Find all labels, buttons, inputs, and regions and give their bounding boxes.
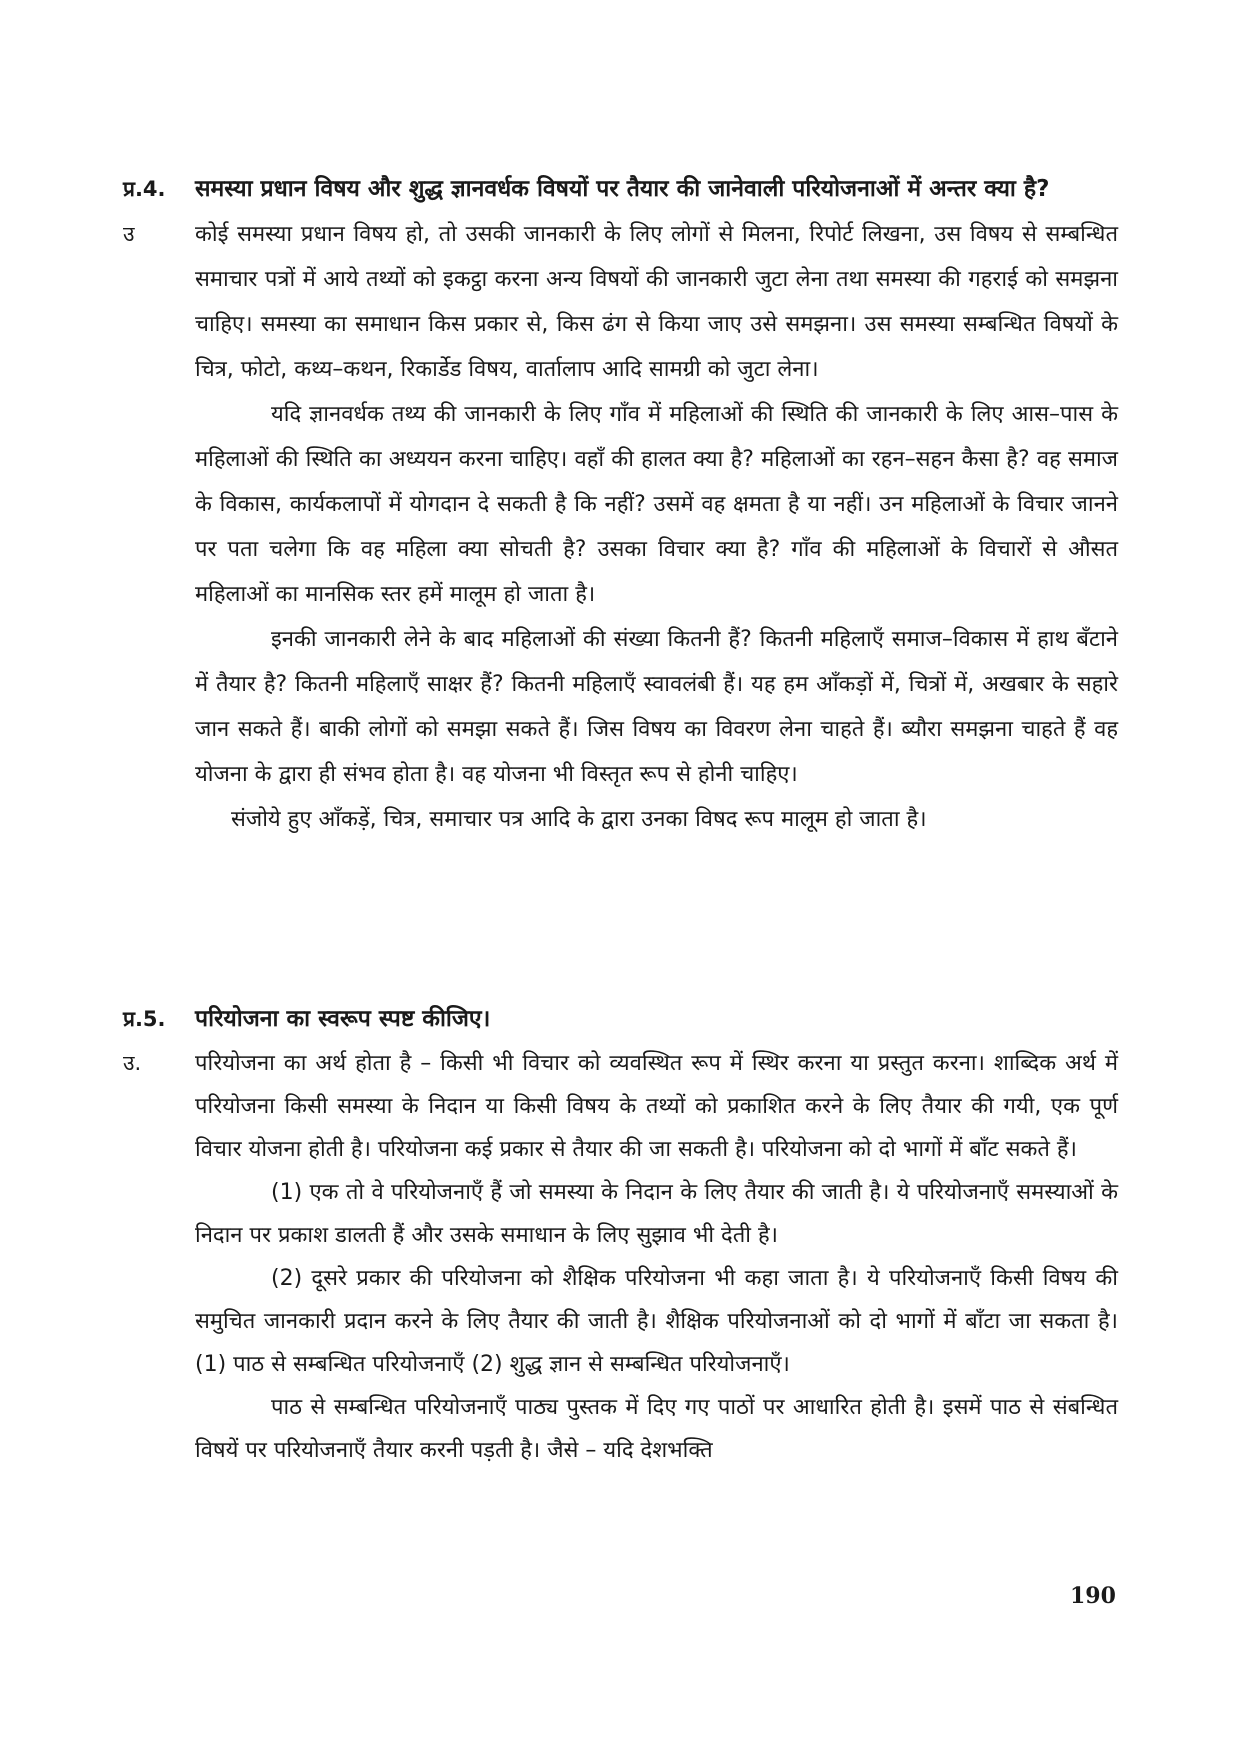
answer-4 bbox=[123, 212, 1118, 842]
question-5 bbox=[123, 996, 1118, 1042]
question-4-text: समस्या प्रधान विषय और शुद्ध ज्ञानवर्धक विषयों पर तैयार की जानेवाली परियोजनाओं में अन्तर क्या है? bbox=[195, 176, 1050, 202]
question-4 bbox=[123, 166, 1118, 212]
answer-5-paragraph-2: (1) एक तो वे परियोजनाएँ हैं जो समस्या के निदान के लिए तैयार की जाती है। ये परियोजनाएँ समस्याओं के निदान पर प्रकाश डालती हैं और उसके समाधान के लिए सुझाव भी देती है। bbox=[195, 1180, 1118, 1248]
question-4-label: प्र.4. bbox=[123, 177, 166, 201]
question-5-label: प्र.5. bbox=[123, 1007, 166, 1031]
answer-5-paragraph-1: परियोजना का अर्थ होता है – किसी भी विचार को व्यवस्थित रूप में स्थिर करना या प्रस्तुत करना। शाब्दिक अर्थ में परियोजना किसी समस्या के निदान या किसी विषय के तथ्यों को प्रकाशित करने के लिए तैयार की गयी, एक पूर्ण विचार योजना होती है। परियोजना कई प्रकार से तैयार की जा सकती है। परियोजना को दो भागों में बाँट सकते हैं। bbox=[195, 1051, 1118, 1162]
page-number: 190 bbox=[1070, 1583, 1116, 1609]
answer-5-paragraph-4: पाठ से सम्बन्धित परियोजनाएँ पाठ्य पुस्तक में दिए गए पाठों पर आधारित होती है। इसमें पाठ से संबन्धित विषयें पर परियोजनाएँ तैयार करनी पड़ती है। जैसे – यदि देशभक्ति bbox=[195, 1395, 1118, 1463]
question-5-text: परियोजना का स्वरूप स्पष्ट कीजिए। bbox=[195, 1006, 491, 1032]
question-5-block bbox=[123, 996, 1118, 1472]
answer-4-text bbox=[195, 212, 1118, 842]
answer-5 bbox=[123, 1042, 1118, 1472]
answer-4-paragraph-1: कोई समस्या प्रधान विषय हो, तो उसकी जानकारी के लिए लोगों से मिलना, रिपोर्ट लिखना, उस विषय से सम्बन्धित समाचार पत्रों में आये तथ्यों को इकट्ठा करना अन्य विषयों की जानकारी जुटा लेना तथा समस्या की गहराई को समझना चाहिए। समस्या का समाधान किस प्रकार से, किस ढंग से किया जाए उसे समझना। उस समस्या सम्बन्धित विषयों के चित्र, फोटो, कथ्य–कथन, रिकार्डेड विषय, वार्तालाप आदि सामग्री को जुटा लेना। bbox=[195, 222, 1118, 382]
answer-4-paragraph-4: संजोये हुए आँकड़ें, चित्र, समाचार पत्र आदि के द्वारा उनका विषद रूप मालूम हो जाता है। bbox=[231, 807, 927, 832]
answer-4-label: उ bbox=[123, 222, 135, 246]
answer-5-label: उ. bbox=[123, 1051, 142, 1075]
answer-5-text bbox=[195, 1042, 1118, 1472]
answer-5-paragraph-3: (2) दूसरे प्रकार की परियोजना को शैक्षिक परियोजना भी कहा जाता है। ये परियोजनाएँ किसी विषय की समुचित जानकारी प्रदान करने के लिए तैयार की जाती है। शैक्षिक परियोजनाओं को दो भागों में बाँटा जा सकता है। (1) पाठ से सम्बन्धित परियोजनाएँ (2) शुद्ध ज्ञान से सम्बन्धित परियोजनाएँ। bbox=[195, 1266, 1118, 1377]
answer-4-paragraph-3: इनकी जानकारी लेने के बाद महिलाओं की संख्या कितनी हैं? कितनी महिलाएँ समाज–विकास में हाथ बँटाने में तैयार है? कितनी महिलाएँ साक्षर हैं? कितनी महिलाएँ स्वावलंबी हैं। यह हम आँकड़ों में, चित्रों में, अखबार के सहारे जान सकते हैं। बाकी लोगों को समझा सकते हैं। जिस विषय का विवरण लेना चाहते हैं। ब्यौरा समझना चाहते हैं वह योजना के द्वारा ही संभव होता है। वह योजना भी विस्तृत रूप से होनी चाहिए। bbox=[195, 627, 1118, 787]
question-4-block bbox=[123, 166, 1118, 842]
answer-4-paragraph-2: यदि ज्ञानवर्धक तथ्य की जानकारी के लिए गाँव में महिलाओं की स्थिति की जानकारी के लिए आस–पास के महिलाओं की स्थिति का अध्ययन करना चाहिए। वहाँ की हालत क्या है? महिलाओं का रहन–सहन कैसा है? वह समाज के विकास, कार्यकलापों में योगदान दे सकती है कि नहीं? उसमें वह क्षमता है या नहीं। उन महिलाओं के विचार जानने पर पता चलेगा कि वह महिला क्या सोचती है? उसका विचार क्या है? गाँव की महिलाओं के विचारों से औसत महिलाओं का मानसिक स्तर हमें मालूम हो जाता है। bbox=[195, 402, 1118, 607]
